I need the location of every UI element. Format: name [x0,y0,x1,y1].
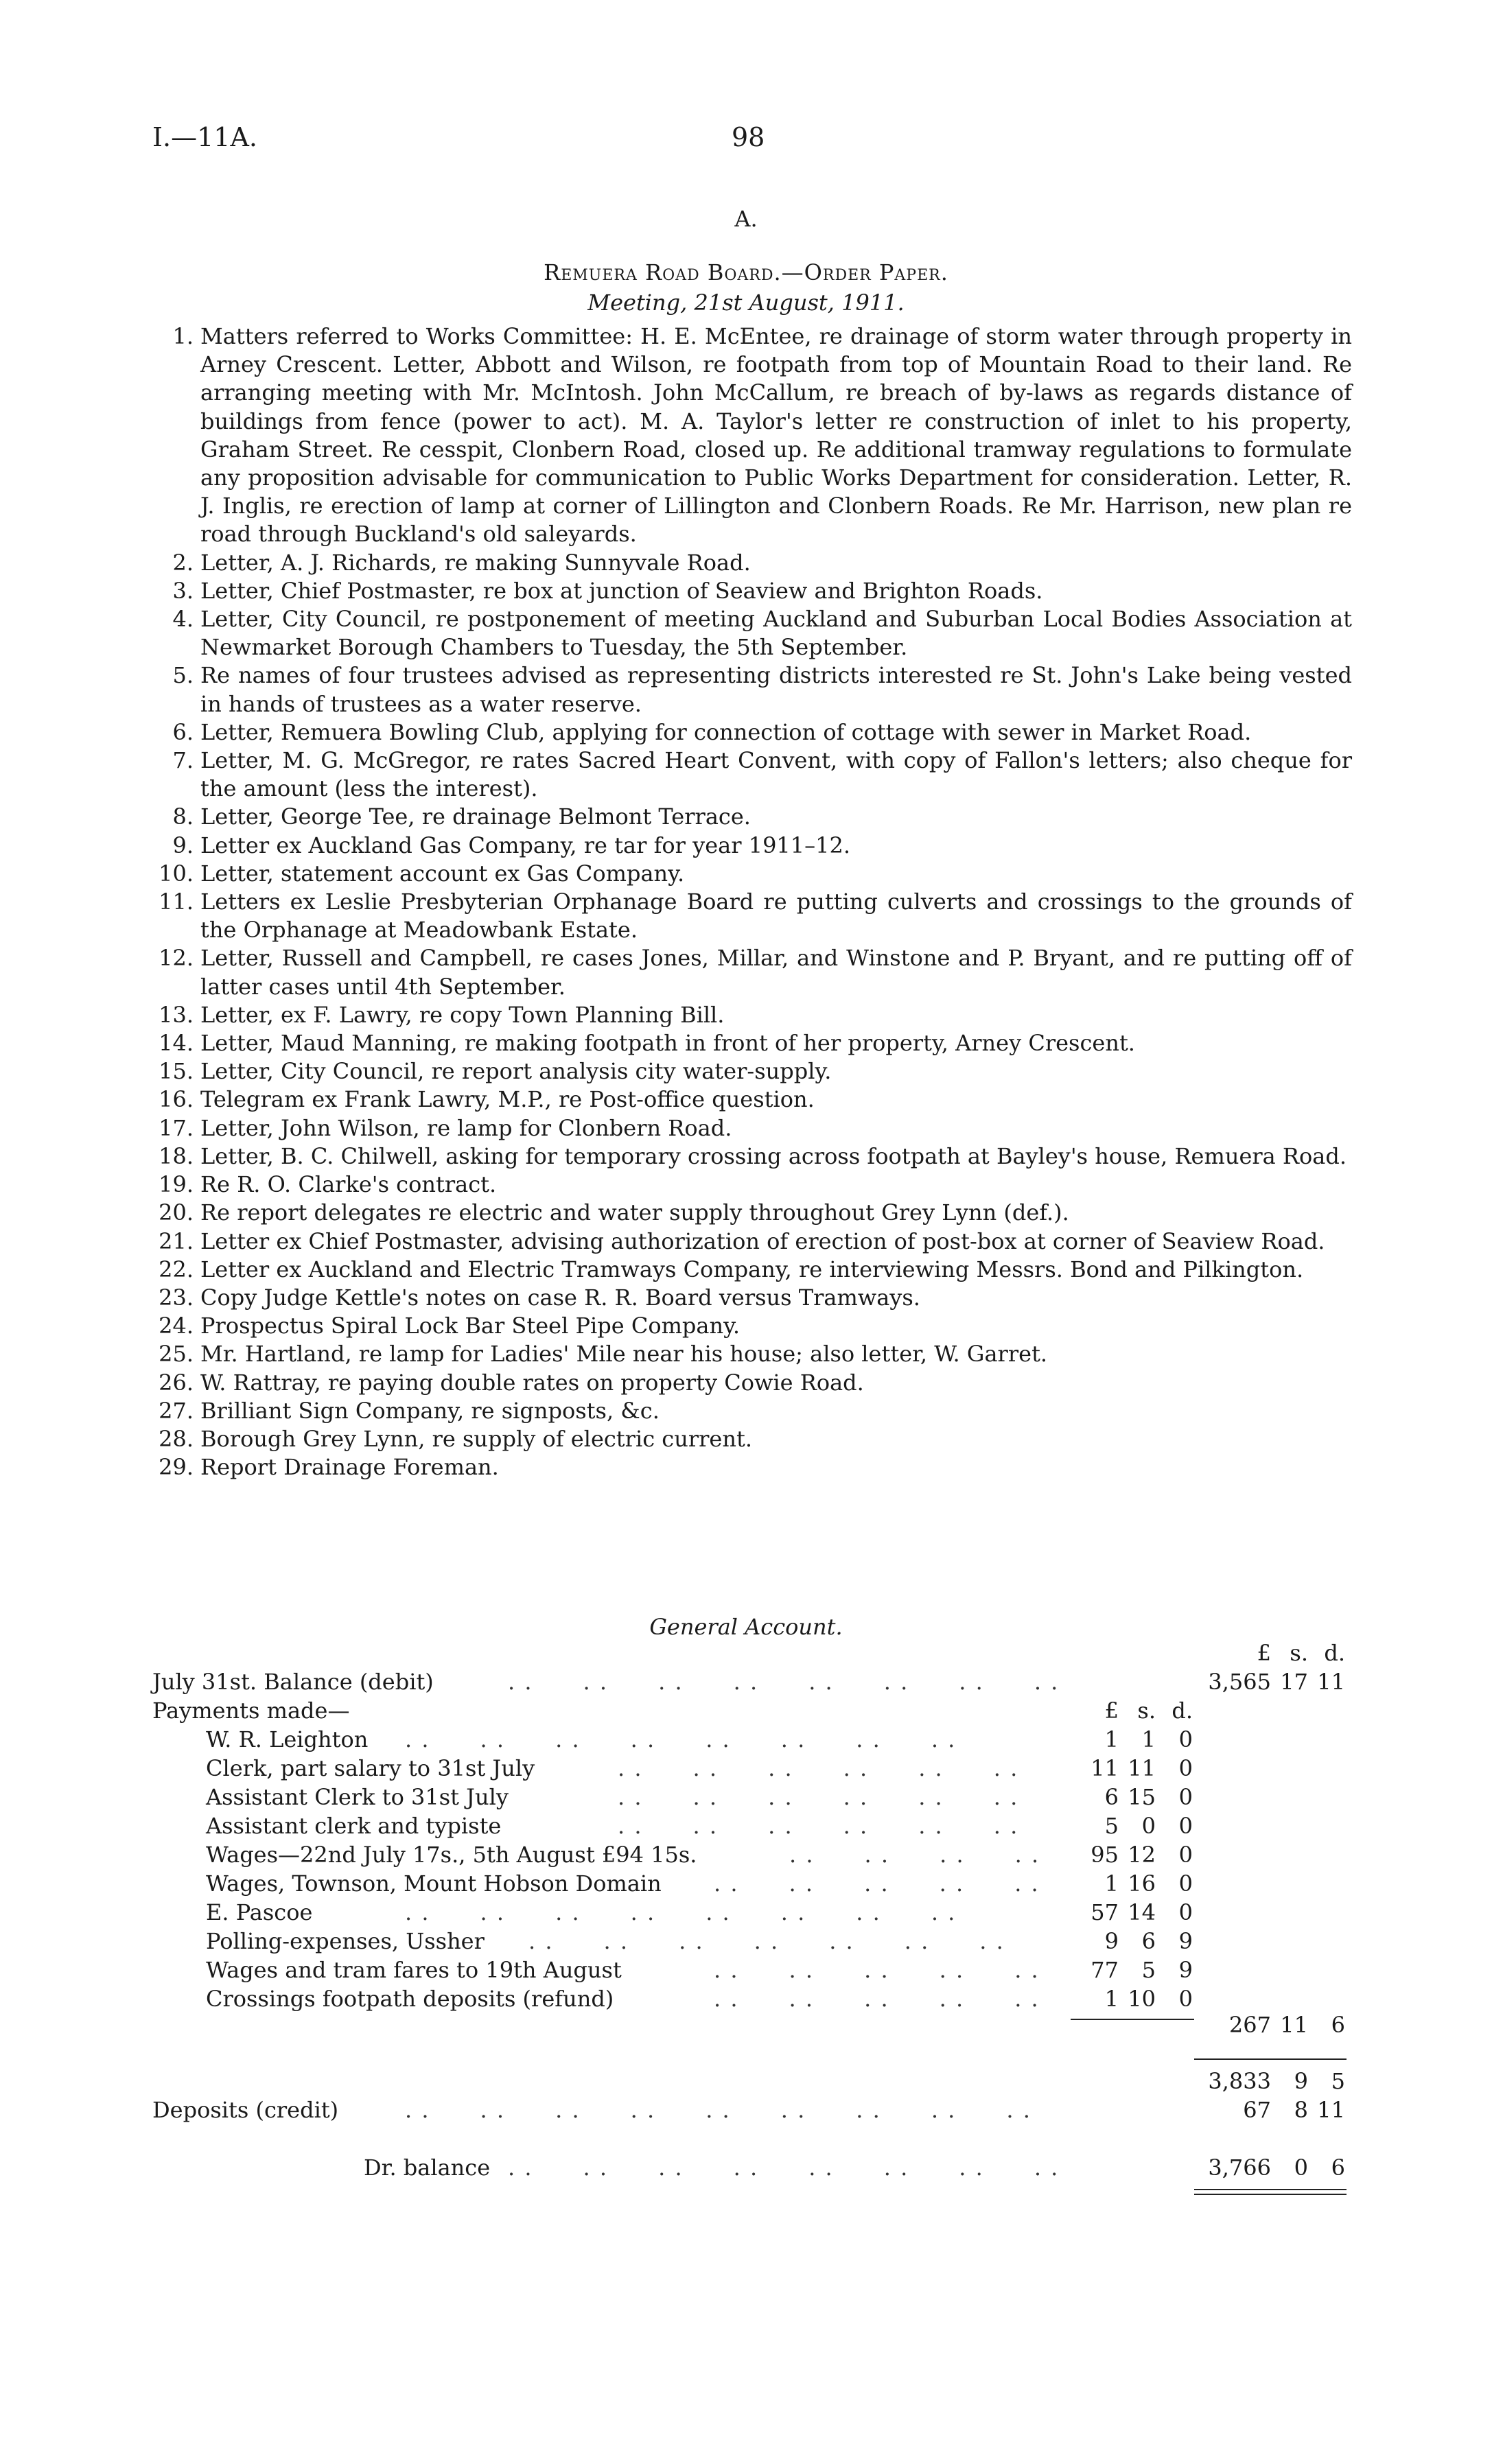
dot-leader: . . . . . . . . . . [714,1957,1040,1983]
amount-shillings: 0 [1294,2155,1308,2181]
item-text: Letter, City Council, re postponement of meeting Auckland and Suburban Local Bodies Association at Newmarket Borough Chambers to Tuesday, the 5th September. [200,606,1352,661]
balance-label: Dr. balance [364,2155,491,2181]
amount-pounds: 5 [1104,1813,1119,1839]
list-item [144,1228,1352,1256]
amount-pounds: 57 [1091,1899,1119,1925]
table-row [0,1784,1492,1811]
item-text: Letter, George Tee, re drainage Belmont Terrace. [200,803,751,830]
payments-total-row [0,2012,1492,2039]
deposits-label: Deposits (credit) [152,2097,339,2123]
amount-pence: 0 [1178,1986,1193,2012]
item-text: Letter, Maud Manning, re making footpath in front of her property, Arney Crescent. [200,1030,1135,1057]
parliamentary-paper-reference: I.—11A. [152,122,257,152]
table-row [0,1986,1492,2013]
item-text: Re report delegates re electric and water supply throughout Grey Lynn (def.). [200,1199,1069,1226]
amount-pence: 9 [1178,1957,1193,1983]
list-item [144,1029,1352,1057]
amount-pounds: 3,766 [1208,2155,1271,2181]
amount-pounds: 95 [1091,1842,1119,1868]
amount-pence: 9 [1178,1928,1193,1954]
account-title: General Account. [649,1614,843,1640]
payment-label: Assistant clerk and typiste [206,1813,502,1839]
amount-shillings: 1 [1141,1726,1156,1752]
amount-shillings: 10 [1128,1986,1156,2012]
table-row [0,1813,1492,1840]
payment-label: Wages, Townson, Mount Hobson Domain [206,1870,662,1897]
amount-pounds: 3,565 [1208,1669,1271,1695]
table-row [0,1928,1492,1956]
payments-heading: Payments made— [152,1698,350,1724]
list-item [144,1086,1352,1114]
double-rule-bottom [1194,2194,1347,2195]
payment-label: E. Pascoe [206,1899,313,1925]
list-item [144,1256,1352,1284]
amount-pence: 0 [1178,1842,1193,1868]
list-item [144,1284,1352,1312]
amount-pence: 0 [1178,1813,1193,1839]
item-text: Report Drainage Foreman. [200,1454,499,1481]
item-number: 29. [159,1454,194,1481]
sum-rule [1194,2058,1347,2060]
payment-label: Clerk, part salary to 31st July [206,1755,535,1781]
dot-leader: . . . . . . . . . . . . . . [528,1928,1005,1954]
meeting-date: Meeting, 21st August, 1911. [587,290,905,316]
list-item [144,1312,1352,1340]
item-number: 12. [159,945,194,972]
item-text: Letter, ex F. Lawry, re copy Town Planning Bill. [200,1001,725,1028]
amount-pounds: 77 [1091,1957,1119,1983]
list-item [144,605,1352,661]
item-number: 5. [172,662,194,689]
item-number: 15. [159,1058,194,1085]
deposits-row [0,2097,1492,2124]
item-number: 19. [159,1171,194,1198]
item-number: 9. [172,832,194,858]
item-text: Re names of four trustees advised as representing districts interested re St. John's Lake being vested in hands of trustees as a water reserve. [200,662,1352,717]
dot-leader: . . . . . . . . . . . . [618,1784,1019,1810]
item-number: 16. [159,1086,194,1113]
amount-pounds: 1 [1104,1726,1119,1752]
item-number: 25. [159,1341,194,1368]
amount-shillings: 11 [1280,2012,1308,2038]
account-header-row [0,1640,1492,1667]
list-item [144,1057,1352,1086]
pounds-header: £ [1257,1640,1271,1666]
list-item [144,832,1352,860]
table-row [0,1755,1492,1783]
item-text: Letter, B. C. Chilwell, asking for temporary crossing across footpath at Bayley's house, Remuera Road. [200,1142,1347,1169]
list-item [144,1001,1352,1029]
pence-header: d. [1324,1640,1345,1666]
dot-leader: . . . . . . . . . . . . . . . . [508,1669,1060,1695]
amount-shillings: 8 [1294,2097,1308,2123]
double-rule-top [1194,2189,1347,2190]
item-number: 23. [159,1284,194,1311]
amount-pounds: 67 [1243,2097,1271,2123]
amount-pounds: 9 [1104,1928,1119,1954]
list-item [144,1340,1352,1368]
list-item [144,718,1352,747]
item-number: 6. [172,718,194,745]
dot-leader: . . . . . . . . . . . . [618,1813,1019,1839]
payment-label: Wages and tram fares to 19th August [206,1957,622,1983]
amount-pence: 11 [1317,2097,1345,2123]
item-text: Letter, City Council, re report analysis city water-supply. [200,1058,832,1085]
item-text: Letter, Russell and Campbell, re cases Jones, Millar, and Winstone and P. Bryant, and re putting off of latter cases until 4th September. [200,945,1352,1000]
item-number: 20. [159,1199,194,1226]
item-number: 17. [159,1114,194,1141]
amount-pence: 0 [1178,1870,1193,1897]
list-item [144,1142,1352,1171]
amount-shillings: 6 [1141,1928,1156,1954]
list-item [144,944,1352,1000]
item-text: Letter, Chief Postmaster, re box at junction of Seaview and Brighton Roads. [200,577,1043,604]
table-row [0,1957,1492,1984]
shillings-header: s. [1290,1640,1308,1666]
amount-pounds: 3,833 [1208,2068,1271,2094]
list-item [144,1369,1352,1397]
amount-pounds: 1 [1104,1870,1119,1897]
table-row [0,1870,1492,1898]
item-number: 7. [172,747,194,774]
pence-header: d. [1172,1698,1193,1724]
payment-label: Polling-expenses, Ussher [206,1928,485,1954]
list-item [144,860,1352,888]
list-item [144,747,1352,803]
payment-label: Assistant Clerk to 31st July [206,1784,509,1810]
list-item [144,1171,1352,1199]
payments-heading-row [0,1698,1492,1725]
item-text: Telegram ex Frank Lawry, M.P., re Post-office question. [200,1086,815,1113]
item-number: 18. [159,1142,194,1169]
item-number: 10. [159,860,194,887]
item-text: Brilliant Sign Company, re signposts, &c. [200,1397,660,1424]
item-number: 2. [172,549,194,576]
dot-leader: . . . . . . . . [789,1842,1040,1868]
amount-shillings: 9 [1294,2068,1308,2094]
item-text: Letter ex Chief Postmaster, advising authorization of erection of post-box at corner of Seaview Road. [200,1228,1325,1254]
dot-leader: . . . . . . . . . . [714,1986,1040,2012]
item-number: 13. [159,1001,194,1028]
item-number: 4. [172,606,194,633]
item-number: 8. [172,803,194,830]
amount-pence: 5 [1331,2068,1345,2094]
item-number: 3. [172,577,194,604]
amount-shillings: 17 [1280,1669,1308,1695]
list-item [144,1114,1352,1142]
amount-pounds: 267 [1228,2012,1271,2038]
subtotal-row [0,2068,1492,2096]
item-text: Borough Grey Lynn, re supply of electric current. [200,1425,752,1452]
dot-leader: . . . . . . . . . . . . . . . . [405,1726,957,1752]
item-text: Letter, statement account ex Gas Company. [200,860,685,887]
amount-shillings: 14 [1128,1899,1156,1925]
list-item [144,1453,1352,1481]
dot-leader: . . . . . . . . . . . . . . . . . . [405,2097,1031,2123]
list-item [144,888,1352,944]
table-row [0,1899,1492,1927]
amount-pence: 0 [1178,1784,1193,1810]
amount-pence: 6 [1331,2155,1345,2181]
dot-leader: . . . . . . . . . . . . [618,1755,1019,1781]
order-paper-list [144,322,1352,1481]
amount-shillings: 12 [1128,1842,1156,1868]
page-number: 98 [732,122,765,152]
amount-shillings: 0 [1141,1813,1156,1839]
dot-leader: . . . . . . . . . . . . . . . . [508,2155,1060,2181]
item-number: 22. [159,1256,194,1282]
balance-row [0,2155,1492,2182]
item-text: Prospectus Spiral Lock Bar Steel Pipe Company. [200,1313,741,1339]
item-text: Letter, M. G. McGregor, re rates Sacred Heart Convent, with copy of Fallon's letters; also cheque for the amount (less the interest). [200,747,1352,802]
amount-pounds: 1 [1104,1986,1119,2012]
item-text: Letter, A. J. Richards, re making Sunnyvale Road. [200,549,751,576]
dot-leader: . . . . . . . . . . . . . . . . [405,1899,957,1925]
opening-balance-label: July 31st. Balance (debit) [152,1669,434,1695]
list-item [144,803,1352,831]
table-row [0,1842,1492,1869]
amount-pounds: 11 [1091,1755,1119,1781]
list-item [144,549,1352,577]
amount-pounds: 6 [1104,1784,1119,1810]
item-number: 1. [172,323,194,349]
item-text: Copy Judge Kettle's notes on case R. R. Board versus Tramways. [200,1284,920,1311]
item-text: Mr. Hartland, re lamp for Ladies' Mile near his house; also letter, W. Garret. [200,1341,1048,1368]
item-text: Letter ex Auckland Gas Company, re tar for year 1911–12. [200,832,851,858]
amount-shillings: 5 [1141,1957,1156,1983]
section-letter: A. [734,206,758,232]
opening-balance-row [0,1669,1492,1696]
amount-pence: 0 [1178,1755,1193,1781]
table-row [0,1726,1492,1754]
item-text: Re R. O. Clarke's contract. [200,1171,497,1198]
payment-label: Crossings footpath deposits (refund) [206,1986,614,2012]
payment-label: W. R. Leighton [206,1726,369,1752]
amount-shillings: 16 [1128,1870,1156,1897]
item-text: Letter, John Wilson, re lamp for Clonbern Road. [200,1114,732,1141]
item-text: Letter, Remuera Bowling Club, applying for connection of cottage with sewer in Market Road. [200,718,1252,745]
payment-label: Wages—22nd July 17s., 5th August £94 15s. [206,1842,697,1868]
item-text: Letter ex Auckland and Electric Tramways Company, re interviewing Messrs. Bond and Pilkington. [200,1256,1304,1282]
item-text: W. Rattray, re paying double rates on property Cowie Road. [200,1369,864,1396]
dot-leader: . . . . . . . . . . [714,1870,1040,1897]
item-number: 26. [159,1369,194,1396]
item-number: 24. [159,1313,194,1339]
item-text: Matters referred to Works Committee: H. E. McEntee, re drainage of storm water through property in Arney Crescent. Letter, Abbott and Wilson, re footpath from top of Mountain Road to their land. Re arranging meeting with Mr. McIntosh. John McCallum, re breach of by-laws as regards distance of buildings from fence (power to act). M. A. Taylor's letter re construction of inlet to his property, Graham Street. Re cesspit, Clonbern Road, closed up. Re additional tramway regulations to formulate any proposition advisable for communication to Public Works Department for consideration. Letter, R. J. Inglis, re erection of lamp at corner of Lillington and Clonbern Roads. Re Mr. Harrison, new plan re road through Buckland's old saleyards. [200,323,1352,548]
item-number: 27. [159,1397,194,1424]
item-number: 21. [159,1228,194,1254]
list-item [144,322,1352,549]
item-text: Letters ex Leslie Presbyterian Orphanage Board re putting culverts and crossings to the grounds of the Orphanage at Meadowbank Estate. [200,889,1352,943]
amount-pence: 0 [1178,1899,1193,1925]
item-number: 14. [159,1030,194,1057]
amount-pence: 6 [1331,2012,1345,2038]
item-number: 11. [159,889,194,915]
amount-pence: 11 [1317,1669,1345,1695]
amount-pence: 0 [1178,1726,1193,1752]
list-item [144,1425,1352,1453]
list-item [144,577,1352,605]
item-number: 28. [159,1425,194,1452]
list-item [144,661,1352,718]
document-title: Remuera Road Board.—Order Paper. [544,259,948,285]
list-item [144,1397,1352,1425]
amount-shillings: 15 [1128,1784,1156,1810]
list-item [144,1199,1352,1227]
shillings-header: s. [1137,1698,1156,1724]
amount-shillings: 11 [1128,1755,1156,1781]
pounds-header: £ [1104,1698,1119,1724]
